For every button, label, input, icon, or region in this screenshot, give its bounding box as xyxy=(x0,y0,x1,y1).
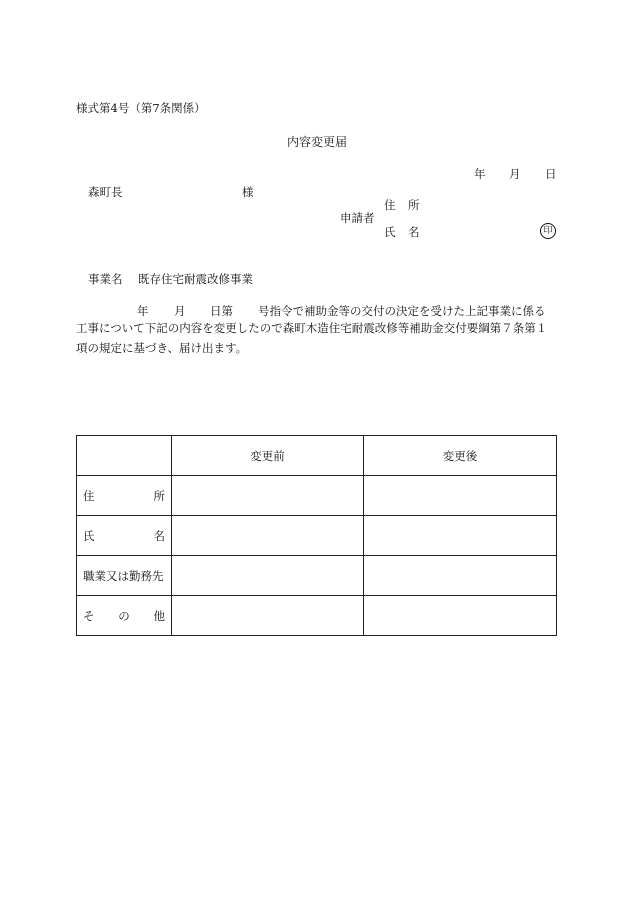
date-month: 月 xyxy=(509,167,521,181)
row-label-char: 名 xyxy=(153,528,165,543)
change-table xyxy=(76,435,557,636)
header-after: 変更後 xyxy=(364,436,557,476)
body-line-1-rest: 号指令で補助金等の交付の決定を受けた上記事業に係る xyxy=(258,304,546,318)
form-number: 様式第4号（第7条関係） xyxy=(76,101,206,115)
cell-occupation-after[interactable] xyxy=(364,556,557,596)
date-day: 日 xyxy=(545,167,557,181)
row-label-char: そ xyxy=(83,608,95,623)
table-header-row xyxy=(77,436,557,476)
row-label-other xyxy=(77,596,172,636)
row-label-char: 住 xyxy=(83,488,95,503)
row-label-char: の xyxy=(118,608,130,623)
header-blank xyxy=(77,436,172,476)
header-before: 変更前 xyxy=(172,436,364,476)
project-label: 事業名 xyxy=(88,272,123,286)
body-year: 年 xyxy=(137,304,149,318)
date-year: 年 xyxy=(474,167,486,181)
address-label-char-2: 所 xyxy=(408,198,420,212)
body-line-2: 工事について下記の内容を変更したので森町木造住宅耐震改修等補助金交付要綱第７条第１ xyxy=(76,321,548,335)
cell-address-after[interactable] xyxy=(364,476,557,516)
body-month: 月 xyxy=(174,304,186,318)
row-label-char: 他 xyxy=(153,608,165,623)
cell-other-after[interactable] xyxy=(364,596,557,636)
document-title: 内容変更届 xyxy=(287,135,348,149)
table-row-other xyxy=(77,596,557,636)
row-label-char: 所 xyxy=(153,488,165,503)
body-day-dai: 日第 xyxy=(210,304,233,318)
address-label-char-1: 住 xyxy=(384,198,396,212)
row-label-occupation: 職業又は勤務先 xyxy=(77,556,172,596)
cell-name-after[interactable] xyxy=(364,516,557,556)
cell-other-before[interactable] xyxy=(172,596,364,636)
seal-mark-icon: 印 xyxy=(540,223,556,239)
cell-address-before[interactable] xyxy=(172,476,364,516)
addressee-name: 森町長 xyxy=(88,185,123,199)
body-line-3: 項の規定に基づき、届け出ます。 xyxy=(76,341,248,355)
applicant-label: 申請者 xyxy=(340,211,375,225)
name-label-char-1: 氏 xyxy=(384,225,396,239)
project-value: 既存住宅耐震改修事業 xyxy=(138,272,253,286)
table-row-occupation xyxy=(77,556,557,596)
cell-occupation-before[interactable] xyxy=(172,556,364,596)
cell-name-before[interactable] xyxy=(172,516,364,556)
table-row-name xyxy=(77,516,557,556)
name-label-char-2: 名 xyxy=(408,225,420,239)
row-label-address xyxy=(77,476,172,516)
row-label-name xyxy=(77,516,172,556)
addressee-honorific: 様 xyxy=(242,185,254,199)
row-label-char: 氏 xyxy=(83,528,95,543)
table-row-address xyxy=(77,476,557,516)
